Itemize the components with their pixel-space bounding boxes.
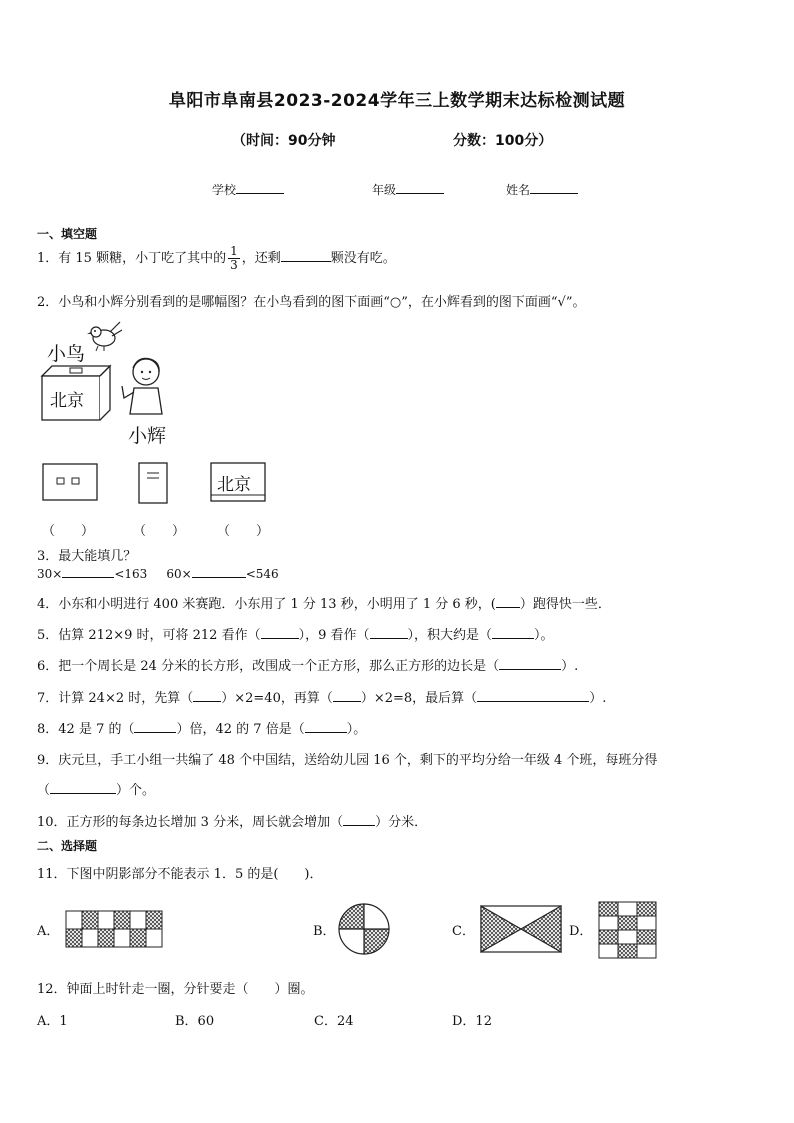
answer-blank[interactable] [62, 566, 114, 578]
option-a-figure [65, 910, 163, 948]
fraction-one-third: $\frac{1}{3}$ [230, 244, 238, 272]
answer-blank[interactable] [192, 566, 246, 578]
boy-icon [118, 354, 170, 424]
total-score: 分数：100分） [453, 133, 553, 149]
section-choice: 二、选择题 [37, 839, 98, 853]
answer-blank[interactable] [499, 658, 561, 670]
view-figure-3-text: 北京 [217, 475, 251, 495]
option-a-label[interactable]: A． [37, 924, 60, 939]
box-text: 北京 [50, 391, 84, 411]
time-limit: （时间：90分钟 [232, 133, 336, 149]
option-b-label[interactable]: B． [313, 924, 336, 939]
answer-blank[interactable] [496, 596, 520, 608]
question-9: 9．庆元旦，手工小组一共编了 48 个中国结，送给幼儿园 16 个，剩下的平均分给一年级 4 个班，每班分得 [37, 753, 658, 768]
answer-blank[interactable] [343, 814, 375, 826]
bird-icon [84, 318, 124, 354]
answer-blank[interactable] [370, 627, 408, 639]
question-11: 11．下图中阴影部分不能表示 1．5 的是( )． [37, 867, 323, 882]
view-figure-2 [138, 462, 168, 504]
answer-blank[interactable] [50, 782, 116, 794]
question-5: 5．估算 212×9 时，可将 212 看作（ ），9 看作（ ），积大约是（ ）。 [37, 628, 554, 643]
grade-field[interactable]: 年级 [372, 181, 444, 198]
question-7: 7．计算 24×2 时，先算（ ）×2=40，再算（ ）×2=8，最后算（ ）. [37, 691, 607, 706]
option-b-figure [338, 903, 390, 955]
question-10: 10．正方形的每条边长增加 3 分米，周长就会增加（ ）分米． [37, 815, 428, 830]
option-c-figure [480, 905, 562, 953]
option-c[interactable]: C．24 [314, 1014, 354, 1029]
question-3-items: 30× <163 60× <546 [37, 567, 279, 581]
option-d-label[interactable]: D． [569, 924, 593, 939]
question-2: 2．小鸟和小辉分别看到的是哪幅图？在小鸟看到的图下面画“○”，在小辉看到的图下面画“√”。 [37, 295, 586, 310]
answer-paren-1[interactable]: （ ） [42, 524, 95, 539]
answer-blank[interactable] [477, 690, 589, 702]
question-9-answer: （ ）个。 [37, 783, 156, 798]
answer-blank[interactable] [261, 627, 299, 639]
option-b[interactable]: B．60 [175, 1014, 215, 1029]
question-4: 4．小东和小明进行 400 米赛跑．小东用了 1 分 13 秒，小明用了 1 分 6 秒，( ）跑得快一些． [37, 597, 611, 612]
option-a[interactable]: A．1 [37, 1014, 68, 1029]
answer-blank[interactable] [333, 690, 361, 702]
option-c-label[interactable]: C． [452, 924, 475, 939]
option-d[interactable]: D．12 [452, 1014, 492, 1029]
answer-blank[interactable] [305, 721, 347, 733]
option-d-figure [598, 901, 658, 959]
page-title: 阜阳市阜南县2023-2024学年三上数学期末达标检测试题 [168, 91, 626, 111]
school-field[interactable]: 学校 [212, 181, 284, 198]
boy-label: 小辉 [128, 425, 167, 447]
answer-blank[interactable] [492, 627, 534, 639]
question-12: 12．钟面上时针走一圈，分针要走（ ）圈。 [37, 982, 314, 997]
bird-label: 小鸟 [47, 343, 86, 365]
answer-blank[interactable] [134, 721, 176, 733]
answer-paren-3[interactable]: （ ） [217, 524, 270, 539]
view-figure-1 [42, 463, 98, 501]
question-1: 1．有 15 颗糖，小丁吃了其中的 $\frac{1}{3}$ ，还剩 颗没有吃。 [37, 244, 396, 272]
question-6: 6．把一个周长是 24 分米的长方形，改围成一个正方形，那么正方形的边长是（ ）. [37, 659, 579, 674]
name-field[interactable]: 姓名 [506, 181, 578, 198]
answer-paren-2[interactable]: （ ） [133, 524, 186, 539]
answer-blank[interactable] [193, 690, 221, 702]
question-8: 8．42 是 7 的（ ）倍，42 的 7 倍是（ ）。 [37, 722, 367, 737]
section-fill-blank: 一、填空题 [37, 227, 98, 241]
question-3: 3．最大能填几？ [37, 549, 137, 564]
answer-blank[interactable] [281, 250, 331, 262]
